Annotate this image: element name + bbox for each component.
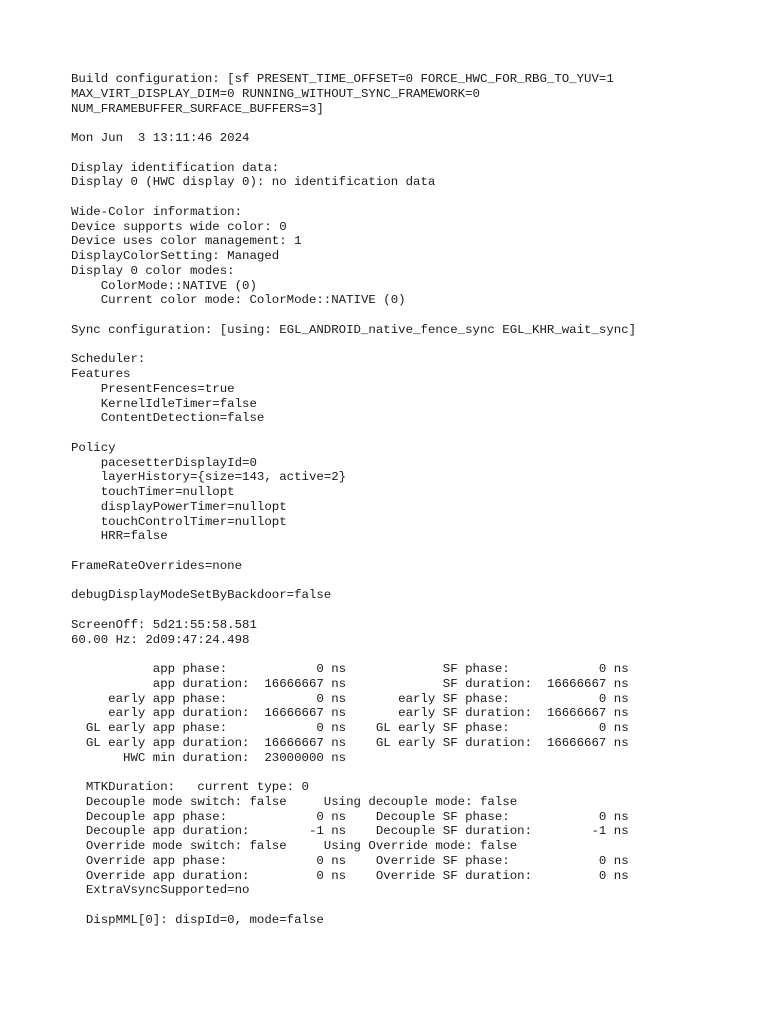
- dump-line: Current color mode: ColorMode::NATIVE (0): [71, 293, 406, 308]
- dump-line: Override app phase: 0 ns Override SF phase: 0 ns: [71, 853, 629, 868]
- dump-line: FrameRateOverrides=none: [71, 558, 243, 573]
- dump-line: Decouple mode switch: false Using decouple mode: false: [71, 794, 518, 809]
- dump-line: [71, 898, 751, 913]
- dump-line: [71, 116, 751, 131]
- dump-line: [71, 338, 751, 353]
- dump-line: [71, 308, 751, 323]
- dump-line: DisplayColorSetting: Managed: [71, 249, 280, 263]
- dump-line: HRR=false: [71, 529, 168, 544]
- dump-line: displayPowerTimer=nullopt: [71, 499, 287, 514]
- dump-line: GL early app duration: 16666667 ns GL early SF duration: 16666667 ns: [71, 735, 629, 750]
- dump-line: Build configuration: [sf PRESENT_TIME_OFFSET=0 FORCE_HWC_FOR_RBG_TO_YUV=1: [71, 72, 614, 86]
- dump-line: DispMML[0]: dispId=0, mode=false: [71, 912, 324, 927]
- dump-line: MAX_VIRT_DISPLAY_DIM=0 RUNNING_WITHOUT_SYNC_FRAMEWORK=0: [71, 86, 480, 101]
- dump-line: app phase: 0 ns SF phase: 0 ns: [71, 662, 629, 676]
- dump-line: Mon Jun 3 13:11:46 2024: [71, 131, 250, 145]
- dump-line: Override app duration: 0 ns Override SF duration: 0 ns: [71, 868, 629, 883]
- dump-line: [71, 146, 751, 161]
- dump-line: early app duration: 16666667 ns early SF duration: 16666667 ns: [71, 706, 629, 721]
- dump-line: Policy: [71, 440, 116, 455]
- surfaceflinger-dump-text: [71, 72, 751, 928]
- dump-line: Device uses color management: 1: [71, 234, 302, 249]
- dump-line: ScreenOff: 5d21:55:58.581: [71, 617, 257, 632]
- dump-line: Device supports wide color: 0: [71, 219, 287, 234]
- dump-line: [71, 574, 751, 589]
- dump-line: debugDisplayModeSetByBackdoor=false: [71, 588, 332, 603]
- dump-line: GL early app phase: 0 ns GL early SF phase: 0 ns: [71, 721, 629, 735]
- dump-line: Scheduler:: [71, 352, 146, 367]
- dump-line: KernelIdleTimer=false: [71, 396, 257, 411]
- dump-line: HWC min duration: 23000000 ns: [71, 750, 347, 765]
- dump-line: 60.00 Hz: 2d09:47:24.498: [71, 632, 250, 647]
- dump-line: ColorMode::NATIVE (0): [71, 278, 257, 293]
- dump-line: app duration: 16666667 ns SF duration: 16666667 ns: [71, 676, 629, 691]
- dump-line: NUM_FRAMEBUFFER_SURFACE_BUFFERS=3]: [71, 101, 324, 116]
- dump-line: Sync configuration: [using: EGL_ANDROID_native_fence_sync EGL_KHR_wait_sync]: [71, 322, 637, 337]
- dump-line: Wide-Color information:: [71, 204, 243, 219]
- dump-line: Display 0 (HWC display 0): no identification data: [71, 175, 436, 190]
- dump-line: [71, 426, 751, 441]
- dump-line: Display identification data:: [71, 160, 280, 175]
- dump-line: layerHistory={size=143, active=2}: [71, 470, 347, 485]
- dump-line: Features: [71, 367, 131, 381]
- dump-line: early app phase: 0 ns early SF phase: 0 ns: [71, 691, 629, 706]
- dump-line: [71, 544, 751, 559]
- dump-line: Decouple app phase: 0 ns Decouple SF phase: 0 ns: [71, 809, 629, 824]
- dump-line: [71, 765, 751, 780]
- dump-line: Override mode switch: false Using Override mode: false: [71, 839, 518, 853]
- dump-line: Decouple app duration: -1 ns Decouple SF duration: -1 ns: [71, 824, 629, 839]
- dump-line: pacesetterDisplayId=0: [71, 455, 257, 470]
- dump-line: PresentFences=true: [71, 381, 235, 396]
- dump-line: touchControlTimer=nullopt: [71, 514, 287, 529]
- dump-line: [71, 190, 751, 205]
- dump-line: ExtraVsyncSupported=no: [71, 883, 250, 898]
- dump-line: touchTimer=nullopt: [71, 485, 235, 499]
- dump-line: ContentDetection=false: [71, 411, 265, 426]
- dump-line: [71, 603, 751, 618]
- dump-line: [71, 647, 751, 662]
- dump-line: MTKDuration: current type: 0: [71, 780, 309, 794]
- dump-line: Display 0 color modes:: [71, 263, 235, 278]
